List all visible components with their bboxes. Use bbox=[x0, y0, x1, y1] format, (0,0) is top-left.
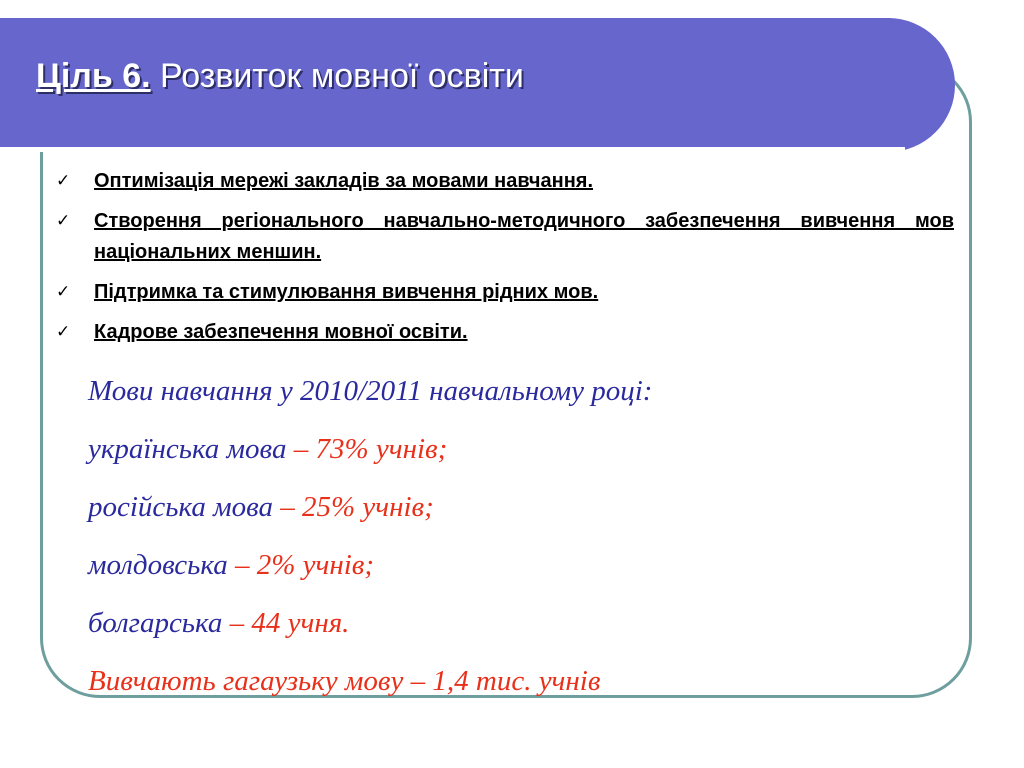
checkmark-icon: ✓ bbox=[56, 282, 71, 302]
list-item-text: Підтримка та стимулювання вивчення рідних мов. bbox=[94, 281, 599, 303]
language-name: українська мова bbox=[88, 433, 287, 465]
list-item-text: Оптимізація мережі закладів за мовами навчання. bbox=[94, 170, 593, 192]
slide-title bbox=[36, 57, 524, 96]
list-item bbox=[56, 206, 954, 268]
title-underline bbox=[0, 147, 905, 152]
list-item-text: Створення регіонального навчально-методичного забезпечення вивчення мов національних меншин. bbox=[94, 210, 954, 263]
language-value: – 2% учнів; bbox=[227, 549, 375, 581]
language-stats bbox=[88, 366, 652, 714]
language-value: – 25% учнів; bbox=[273, 491, 434, 523]
language-name: російська мова bbox=[88, 491, 273, 523]
list-item bbox=[56, 317, 954, 348]
goal-list bbox=[56, 166, 954, 357]
checkmark-icon: ✓ bbox=[56, 211, 71, 231]
list-item bbox=[56, 277, 954, 308]
language-name: молдовська bbox=[88, 549, 228, 581]
stat-row bbox=[88, 598, 652, 656]
stat-row bbox=[88, 424, 652, 482]
language-name: болгарська bbox=[88, 607, 223, 639]
stat-row bbox=[88, 540, 652, 598]
list-item-text: Кадрове забезпечення мовної освіти. bbox=[94, 321, 468, 343]
language-value: – 44 учня. bbox=[222, 607, 350, 639]
stat-row bbox=[88, 482, 652, 540]
language-value: – 73% учнів; bbox=[286, 433, 448, 465]
checkmark-icon: ✓ bbox=[56, 171, 71, 191]
list-item bbox=[56, 166, 954, 197]
stats-heading: Мови навчання у 2010/2011 навчальному році: bbox=[88, 375, 653, 407]
stats-footer: Вивчають гагаузьку мову – 1,4 тис. учнів bbox=[88, 665, 601, 697]
title-text: Розвиток мовної освіти bbox=[150, 57, 524, 95]
title-prefix: Ціль 6. bbox=[36, 57, 151, 95]
checkmark-icon: ✓ bbox=[56, 322, 71, 342]
